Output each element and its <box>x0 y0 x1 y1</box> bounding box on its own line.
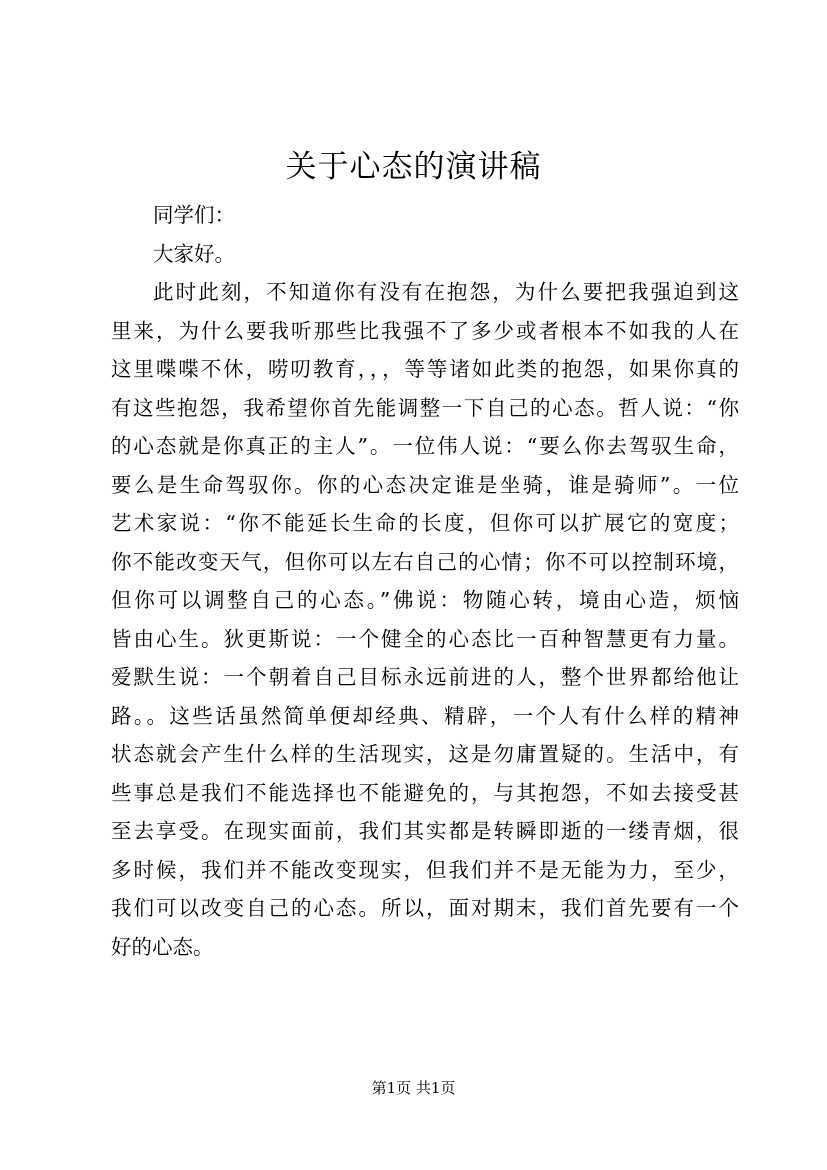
paragraph-line: 至去享受。在现实面前，我们其实都是转瞬即逝的一缕青烟，很 <box>111 819 739 843</box>
paragraph-line: 好的心态。 <box>111 934 214 959</box>
paragraph-line: 我们可以改变自己的心态。所以，面对期末，我们首先要有一个 <box>111 896 739 920</box>
salutation-line: 大家好。 <box>153 241 235 266</box>
paragraph-line: 此时此刻，不知道你有没有在抱怨，为什么要把我强迫到这 <box>153 280 739 304</box>
paragraph-line: 艺术家说：“你不能延长生命的长度，但你可以扩展它的宽度； <box>111 511 739 535</box>
greeting-line: 同学们： <box>153 203 235 227</box>
paragraph-line: 的心态就是你真正的主人”。一位伟人说：“要么你去驾驭生命， <box>111 434 739 458</box>
paragraph-line: 里来，为什么要我听那些比我强不了多少或者根本不如我的人在 <box>111 318 739 343</box>
paragraph-line: 路。。这些话虽然简单便却经典、精辟，一个人有什么样的精神 <box>111 703 739 728</box>
paragraph-line: 些事总是我们不能选择也不能避免的，与其抱怨，不如去接受甚 <box>111 780 739 805</box>
paragraph-line: 要么是生命驾驭你。你的心态决定谁是坐骑，谁是骑师”。一位 <box>111 472 739 497</box>
paragraph-line: 这里喋喋不休，唠叨教育，，，等等诸如此类的抱怨，如果你真的 <box>111 357 739 381</box>
paragraph-line: 但你可以调整自己的心态。”佛说：物随心转，境由心造，烦恼 <box>111 588 739 612</box>
paragraph-line: 多时候，我们并不能改变现实，但我们并不是无能为力，至少， <box>111 857 739 882</box>
paragraph-line: 你不能改变天气，但你可以左右自己的心情；你不可以控制环境， <box>111 549 739 574</box>
document-title: 关于心态的演讲稿 <box>285 149 542 185</box>
paragraph-line: 皆由心生。狄更斯说：一个健全的心态比一百种智慧更有力量。 <box>111 626 739 651</box>
paragraph-line: 爱默生说：一个朝着自己目标永远前进的人，整个世界都给他让 <box>111 665 739 689</box>
paragraph-line: 有这些抱怨，我希望你首先能调整一下自己的心态。哲人说：“你 <box>111 395 739 420</box>
paragraph-line: 状态就会产生什么样的生活现实，这是勿庸置疑的。生活中，有 <box>111 742 739 766</box>
document-body <box>111 196 739 966</box>
page-footer: 第1页 共1页 <box>371 1079 456 1097</box>
